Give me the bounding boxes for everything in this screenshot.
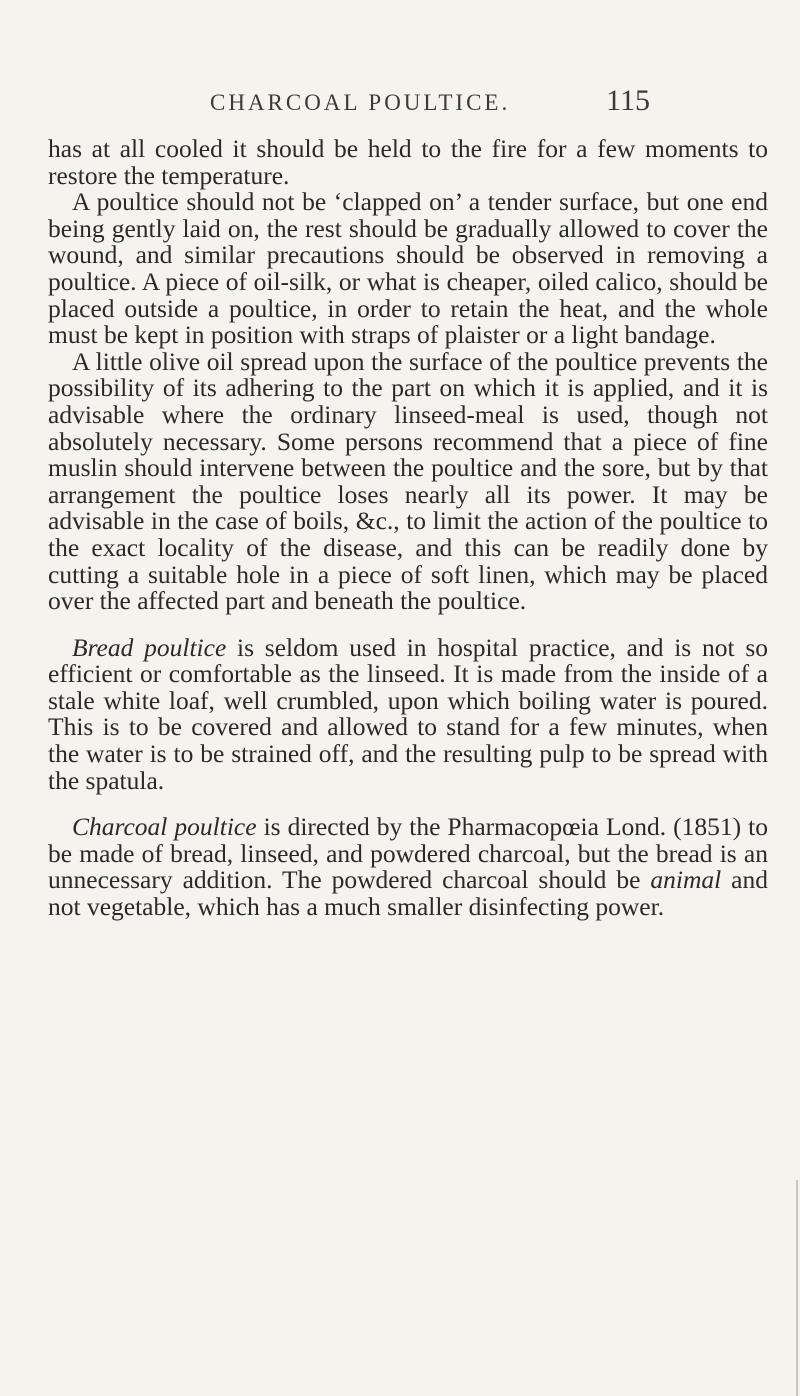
page-number: 115: [606, 84, 650, 117]
charcoal-poultice-text-a: is directed by the Pharmacopœia Lond. (1851) to be made of bread, linseed, and powdered charcoal, but the bread is an unnecessary addition. The powdered charcoal should be: [48, 812, 768, 895]
paragraph-charcoal-poultice: [48, 814, 768, 920]
bread-poultice-term: Bread poultice: [72, 632, 227, 662]
charcoal-poultice-text-b: and not vegetable, which has a much smaller disinfecting power.: [48, 865, 768, 922]
paragraph-bread-poultice: [48, 632, 769, 795]
paragraph-olive-oil: A little olive oil spread upon the surface of the poultice prevents the possibility of its adhering to the part on which it is applied, and it is advisable where the ordinary linseed-meal is used, though not absolutely necessary. Some persons recommend that a piece of fine muslin should intervene between the poultice and the sore, but by that arrangement the poultice loses nearly all its power. It may be advisable in the case of boils, &c., to limit the action of the poultice to the exact locality of the disease, and this can be readily done by cutting a suitable hole in a piece of soft linen, which may be placed over the affected part and beneath the poultice.: [48, 346, 768, 616]
paragraph-continuation: has at all cooled it should be held to the fire for a few moments to restore the temperature.: [48, 134, 768, 190]
animal-emphasis: animal: [650, 865, 722, 895]
paragraph-applying-poultice: A poultice should not be ‘clapped on’ a tender surface, but one end being gently laid on, the rest should be gradually allowed to cover the wound, and similar precautions should be observed in removing a poultice. A piece of oil-silk, or what is cheaper, oiled calico, should be placed outside a poultice, in order to retain the heat, and the whole must be kept in position with straps of plaister or a light bandage.: [48, 187, 768, 350]
body-text: [48, 136, 768, 921]
running-head: CHARCOAL POULTICE.: [210, 90, 511, 115]
page-header: [210, 84, 650, 124]
page-edge-line: [796, 1180, 798, 1396]
bread-poultice-text: is seldom used in hospital practice, and is not so efficient or comfortable as the linseed. It is made from the inside of a stale white loaf, well crumbled, upon which boiling water is poured. This is to be covered and allowed to stand for a few minutes, when the water is to be strained off, and the resulting pulp to be spread with the spatula.: [48, 632, 769, 795]
charcoal-poultice-term: Charcoal poultice: [72, 812, 257, 842]
